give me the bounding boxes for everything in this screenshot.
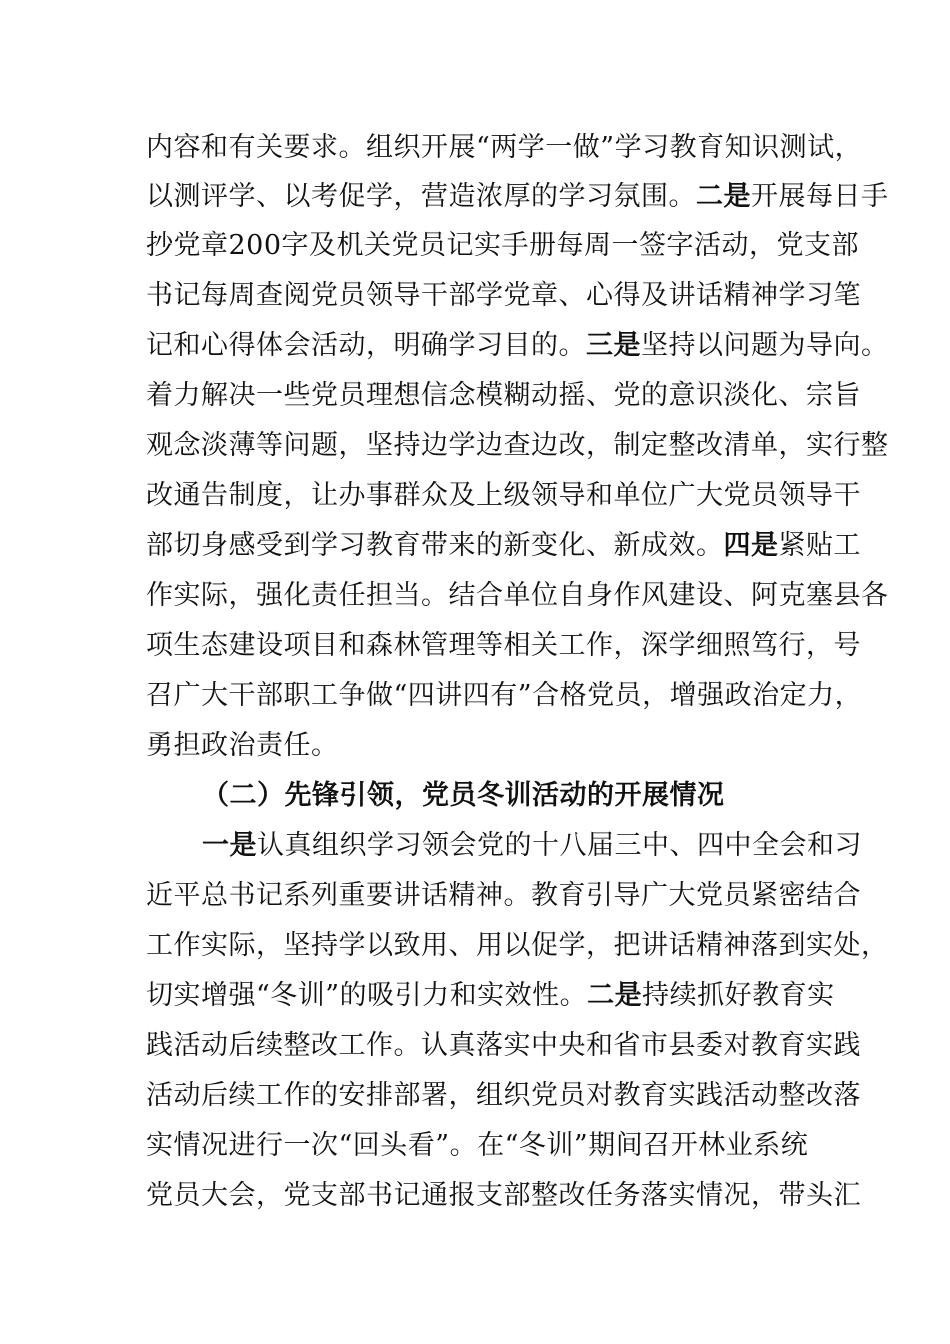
text-run: 内容和有关要求。组织开展“两学一做”学习教育知识测试， bbox=[146, 132, 863, 163]
text-run: 召广大干部职工争做“四讲四有”合格党员，增强政治定力， bbox=[146, 680, 863, 711]
text-run: 实情况进行一次“回头看”。在“冬训”期间召开林业系统 bbox=[146, 1130, 809, 1161]
bold-lead: 三是 bbox=[586, 330, 641, 361]
text-run: 认真组织学习领会党的十八届三中、四中全会和习 bbox=[257, 830, 862, 861]
body-line-5 bbox=[146, 326, 889, 366]
text-run: 切实增强“冬训”的吸引力和实效性。 bbox=[146, 980, 588, 1011]
section-heading-text: （二）先锋引领，党员冬训活动的开展情况 bbox=[202, 780, 725, 811]
body-line-6 bbox=[146, 376, 861, 416]
body-line-4 bbox=[146, 276, 861, 316]
text-run: 书记每周查阅党员领导干部学党章、心得及讲话精神学习笔 bbox=[146, 280, 861, 311]
body-line-2 bbox=[146, 177, 889, 217]
body-line-8 bbox=[146, 476, 861, 516]
body-line-20 bbox=[146, 1126, 808, 1166]
body-line-14 bbox=[202, 826, 862, 866]
text-run: 观念淡薄等问题，坚持边学边查边改，制定整改清单，实行整 bbox=[146, 430, 889, 461]
body-line-10 bbox=[146, 576, 889, 616]
bold-lead: 二是 bbox=[587, 980, 643, 1011]
bold-lead: 二是 bbox=[696, 181, 751, 212]
body-line-9 bbox=[146, 526, 861, 566]
section-heading bbox=[202, 776, 725, 816]
body-line-3 bbox=[146, 226, 859, 266]
text-run: 勇担政治责任。 bbox=[146, 730, 339, 761]
text-run: 项生态建设项目和森林管理等相关工作，深学细照笃行，号 bbox=[146, 630, 861, 661]
body-line-7 bbox=[146, 426, 889, 466]
body-line-1 bbox=[146, 128, 862, 168]
body-line-17 bbox=[146, 976, 835, 1016]
text-run: 党员大会，党支部书记通报支部整改任务落实情况，带头汇 bbox=[146, 1180, 861, 1211]
text-run: 记和心得体会活动，明确学习目的。 bbox=[146, 330, 586, 361]
body-line-16 bbox=[146, 926, 889, 966]
body-line-19 bbox=[146, 1076, 861, 1116]
text-run: 抄党章200字及机关党员记实手册每周一签字活动，党支部 bbox=[146, 230, 860, 261]
body-line-18 bbox=[146, 1026, 861, 1066]
text-run: 作实际，强化责任担当。结合单位自身作风建设、阿克塞县各 bbox=[146, 580, 889, 611]
body-line-21 bbox=[146, 1176, 861, 1216]
text-run: 着力解决一些党员理想信念模糊动摇、党的意识淡化、宗旨 bbox=[146, 380, 861, 411]
text-run: 坚持以问题为导向。 bbox=[641, 330, 889, 361]
text-run: 以测评学、以考促学，营造浓厚的学习氛围。 bbox=[146, 181, 696, 212]
text-run: 工作实际，坚持学以致用、用以促学，把讲话精神落到实处， bbox=[146, 930, 889, 961]
bold-lead: 四是 bbox=[723, 530, 779, 561]
text-run: 持续抓好教育实 bbox=[642, 980, 835, 1011]
body-line-13 bbox=[146, 726, 339, 766]
text-run: 改通告制度，让办事群众及上级领导和单位广大党员领导干 bbox=[146, 480, 861, 511]
text-run: 活动后续工作的安排部署，组织党员对教育实践活动整改落 bbox=[146, 1080, 861, 1111]
text-run: 紧贴工 bbox=[778, 530, 861, 561]
text-run: 部切身感受到学习教育带来的新变化、新成效。 bbox=[146, 530, 724, 561]
bold-lead: 一是 bbox=[202, 830, 257, 861]
body-line-15 bbox=[146, 876, 861, 916]
body-line-12 bbox=[146, 676, 862, 716]
text-run: 开展每日手 bbox=[751, 181, 889, 212]
body-line-11 bbox=[146, 626, 861, 666]
text-run: 近平总书记系列重要讲话精神。教育引导广大党员紧密结合 bbox=[146, 880, 861, 911]
text-run: 践活动后续整改工作。认真落实中央和省市县委对教育实践 bbox=[146, 1030, 861, 1061]
